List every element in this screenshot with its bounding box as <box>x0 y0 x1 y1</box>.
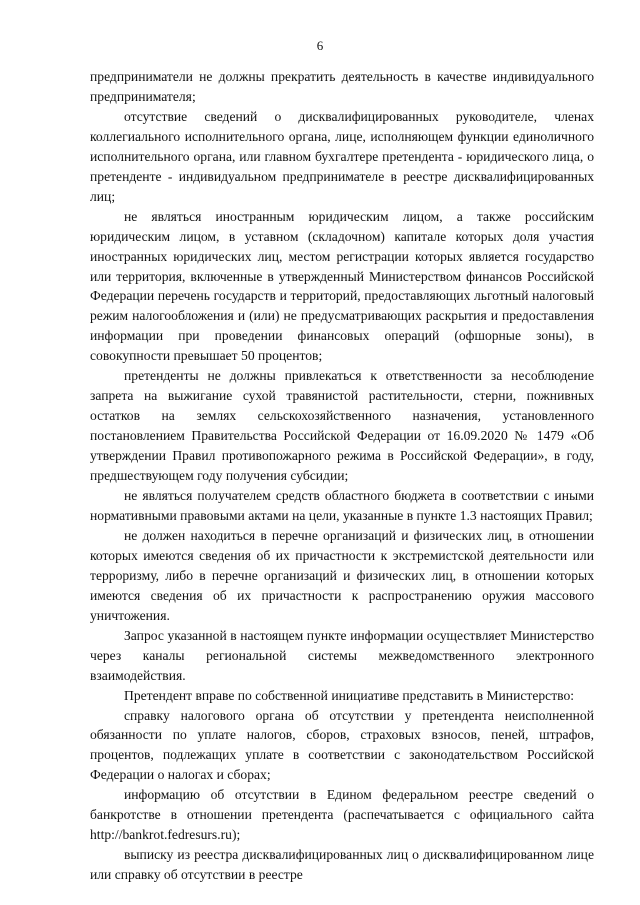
paragraph-burning-ban: претенденты не должны привлекаться к ответственности за несоблюдение запрета на выжигание сухой травянистой растительности, стерни, пожнивных остатков на землях сельскохозяйственного назначения, установленного постановлением Правительства Российской Федерации от 16.09.2020 № 1479 «Об утверждении Правил противопожарного режима в Российской Федерации», в году, предшествующем году получения субсидии; <box>90 368 594 484</box>
paragraph-disqualified-registry: отсутствие сведений о дисквалифицированных руководителе, членах коллегиального исполнительного органа, лице, исполняющем функции единоличного исполнительного органа, или главном бухгалтере претендента - юридического лица, о претенденте - индивидуальном предпринимателе в реестре дисквалифицированных лиц; <box>90 108 594 204</box>
paragraph-registry-extract: выписку из реестра дисквалифицированных лиц о дисквалифицированном лице или справку об отсутствии в реестре <box>90 847 594 883</box>
paragraph-budget-recipient: не являться получателем средств областного бюджета в соответствии с иными нормативными правовыми актами на цели, указанные в пункте 1.3 настоящих Правил; <box>90 488 594 523</box>
paragraph-applicant-right: Претендент вправе по собственной инициативе представить в Министерство: <box>124 687 575 703</box>
page-number: 6 <box>316 38 324 53</box>
document-body <box>90 67 594 885</box>
paragraph-continuation: предприниматели не должны прекратить деятельность в качестве индивидуального предпринимателя; <box>90 69 594 104</box>
paragraph-information-request: Запрос указанной в настоящем пункте информации осуществляет Министерство через каналы региональной системы межведомственного электронного взаимодействия. <box>90 627 594 683</box>
paragraph-extremism-list: не должен находиться в перечне организаций и физических лиц, в отношении которых имеются сведения об их причастности к экстремистской деятельности или терроризму, либо в перечне организаций и физических лиц, в отношении которых имеются сведения об их причастности к распространению оружия массового уничтожения. <box>90 527 594 623</box>
paragraph-foreign-entity: не являться иностранным юридическим лицом, а также российским юридическим лицом, в уставном (складочном) капитале которых доля участия иностранных юридических лиц, местом регистрации которых является государство или территория, включенные в утвержденный Министерством финансов Российской Федерации перечень государств и территорий, предоставляющих льготный налоговый режим налогообложения и (или) не предусматривающих раскрытия и предоставления информации при проведении финансовых операций (офшорные зоны), в совокупности превышает 50 процентов; <box>90 208 594 364</box>
paragraph-tax-certificate: справку налогового органа об отсутствии у претендента неисполненной обязанности по уплате налогов, сборов, страховых взносов, пеней, штрафов, процентов, подлежащих уплате в соответствии с законодательством Российской Федерации о налогах и сборах; <box>90 707 594 783</box>
paragraph-bankruptcy-info: информацию об отсутствии в Едином федеральном реестре сведений о банкротстве в отношении претендента (распечатывается с официального сайта http://bankrot.fedresurs.ru); <box>90 787 594 843</box>
